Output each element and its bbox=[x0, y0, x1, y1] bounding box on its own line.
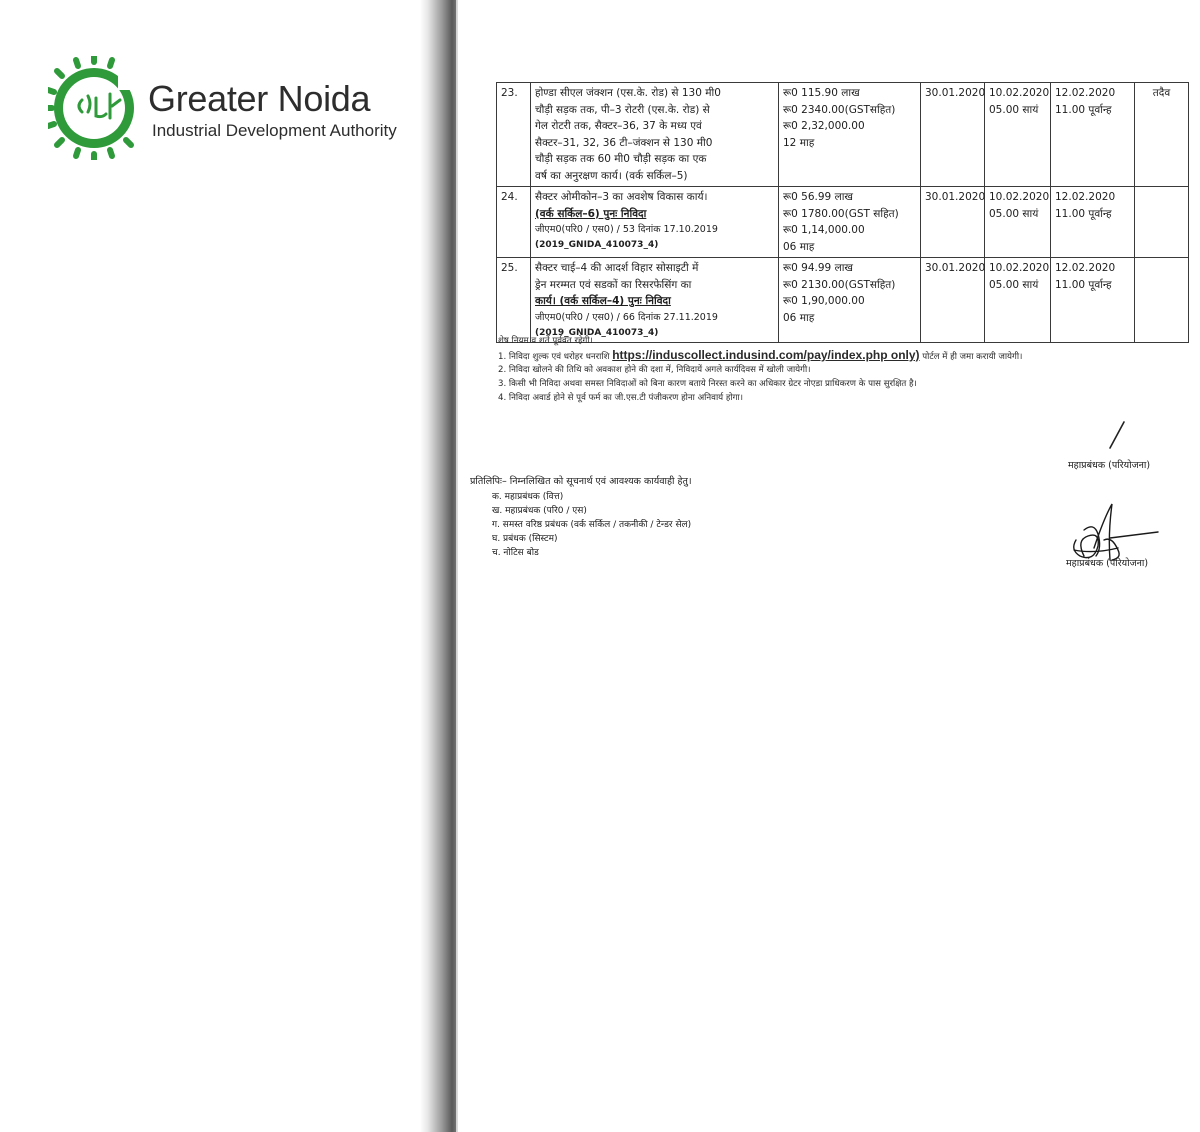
submission-deadline bbox=[985, 83, 1051, 187]
note-3: 3. किसी भी निविदा अथवा समस्त निविदाओं को बिना कारण बताये निरस्त करने का अधिकार ग्रेटर नोएडा प्राधिकरण के पास सुरक्षित है। bbox=[498, 379, 917, 389]
cost-details bbox=[779, 187, 921, 258]
note-1 bbox=[498, 348, 1022, 362]
reference-number: जीएम0(परि0 / एस0) / 53 दिनांक 17.10.2019 bbox=[535, 224, 718, 235]
note-2: 2. निविदा खोलने की तिथि को अवकाश होने की दशा में, निविदायें अगले कार्यदिवस में खोली जायेगी। bbox=[498, 365, 811, 375]
earnest-money: रू0 1,90,000.00 bbox=[783, 295, 865, 307]
logo-subtitle: Industrial Development Authority bbox=[152, 121, 397, 140]
note-1-prefix: 1. निविदा शुल्क एवं धरोहर धनराशि bbox=[498, 352, 610, 362]
submission-time: 05.00 सायं bbox=[989, 103, 1039, 116]
work-line: गेल रोटरी तक, सैक्टर–36, 37 के मध्य एवं bbox=[535, 120, 702, 132]
copy-recipient: च. नोटिस बोड bbox=[492, 548, 539, 558]
start-date: 30.01.2020 bbox=[921, 258, 985, 343]
submission-date: 10.02.2020 bbox=[989, 262, 1050, 274]
serial-number: 25. bbox=[497, 258, 531, 343]
copy-recipient: क. महाप्रबंधक (वित्त) bbox=[492, 492, 564, 502]
work-line: कार्य। (वर्क सर्किल–4) पुनः निविदा bbox=[535, 295, 671, 307]
estimated-cost: रू0 115.90 लाख bbox=[783, 87, 860, 99]
work-line: सैक्टर ओमीकोन–3 का अवशेष विकास कार्य। bbox=[535, 191, 708, 203]
opening-time: 11.00 पूर्वान्ह bbox=[1055, 103, 1112, 116]
submission-time: 05.00 सायं bbox=[989, 207, 1039, 220]
copy-recipient: घ. प्रबंधक (सिस्टम) bbox=[492, 534, 558, 544]
table-row bbox=[497, 83, 1189, 187]
gear-emblem-icon bbox=[48, 56, 144, 160]
work-line: चौड़ी सड़क तक 60 मी0 चौड़ी सड़क का एक bbox=[535, 153, 707, 165]
notice-document-page bbox=[458, 0, 1200, 1132]
tender-id: (2019_GNIDA_410073_4) bbox=[535, 240, 659, 250]
submission-time: 05.00 सायं bbox=[989, 278, 1039, 291]
opening-date: 12.02.2020 bbox=[1055, 191, 1116, 203]
gnida-logo bbox=[48, 56, 408, 160]
submission-deadline bbox=[985, 258, 1051, 343]
submission-date: 10.02.2020 bbox=[989, 87, 1050, 99]
tender-id: (2019_GNIDA_410073_4) bbox=[535, 327, 659, 338]
signature-mark bbox=[1102, 420, 1132, 450]
page-shadow-divider bbox=[420, 0, 460, 1132]
opening-schedule bbox=[1051, 258, 1135, 343]
tender-table bbox=[496, 82, 1189, 343]
logo-panel bbox=[0, 0, 432, 1132]
cost-details bbox=[779, 258, 921, 343]
work-line: ड्रेन मरम्मत एवं सडकों का रिसरफेसिंग का bbox=[535, 278, 692, 291]
reference-number: जीएम0(परि0 / एस0) / 66 दिनांक 27.11.2019 bbox=[535, 311, 718, 323]
start-date: 30.01.2020 bbox=[921, 187, 985, 258]
cost-details bbox=[779, 83, 921, 187]
work-line: सैक्टर चाई–4 की आदर्श विहार सोसाइटी में bbox=[535, 262, 699, 274]
estimated-cost: रू0 56.99 लाख bbox=[783, 191, 854, 203]
remark bbox=[1135, 187, 1189, 258]
serial-number: 23. bbox=[497, 83, 531, 187]
earnest-money: रू0 1,14,000.00 bbox=[783, 224, 865, 236]
opening-schedule bbox=[1051, 83, 1135, 187]
submission-date: 10.02.2020 bbox=[989, 191, 1050, 203]
work-description bbox=[531, 187, 779, 258]
estimated-cost: रू0 94.99 लाख bbox=[783, 262, 854, 274]
table-row bbox=[497, 258, 1189, 343]
logo-title: Greater Noida bbox=[148, 78, 371, 119]
work-description bbox=[531, 258, 779, 343]
table-row bbox=[497, 187, 1189, 258]
completion-period: 06 माह bbox=[783, 311, 815, 324]
tender-fee: रू0 2130.00(GSTसहित) bbox=[783, 278, 896, 291]
tender-fee: रू0 1780.00(GST सहित) bbox=[783, 207, 899, 220]
note-4: 4. निविदा अवार्ड होने से पूर्व फर्म का जी.एस.टी पंजीकरण होना अनिवार्य होगा। bbox=[498, 393, 743, 403]
work-line: (वर्क सर्किल–6) पुनः निविदा bbox=[535, 207, 647, 220]
earnest-money: रू0 2,32,000.00 bbox=[783, 120, 865, 132]
completion-period: 12 माह bbox=[783, 136, 815, 149]
opening-date: 12.02.2020 bbox=[1055, 262, 1116, 274]
remark bbox=[1135, 258, 1189, 343]
work-description bbox=[531, 83, 779, 187]
work-line: चौड़ी सड़क तक, पी–3 रोटरी (एस.के. रोड) से bbox=[535, 103, 710, 116]
work-line: वर्ष का अनुरक्षण कार्य। (वर्क सर्किल–5) bbox=[535, 169, 688, 182]
serial-number: 24. bbox=[497, 187, 531, 258]
signatory-designation: महाप्रबंधक (परियोजना) bbox=[1068, 460, 1151, 471]
remark: तदैव bbox=[1135, 83, 1189, 187]
copy-recipient: ख. महाप्रबंधक (परि0 / एस) bbox=[492, 506, 587, 516]
submission-deadline bbox=[985, 187, 1051, 258]
tender-fee: रू0 2340.00(GSTसहित) bbox=[783, 103, 896, 116]
payment-portal-link[interactable]: https://induscollect.indusind.com/pay/index.php only) bbox=[612, 348, 920, 362]
opening-time: 11.00 पूर्वान्ह bbox=[1055, 207, 1112, 220]
copy-to-heading: प्रतिलिपिः– निम्नलिखित को सूचनार्थ एवं आवश्यक कार्यवाही हेतु। bbox=[470, 476, 692, 487]
opening-time: 11.00 पूर्वान्ह bbox=[1055, 278, 1112, 291]
note-1-suffix: पोर्टल में ही जमा करायी जायेगी। bbox=[922, 352, 1023, 362]
work-line: सैक्टर–31, 32, 36 टी–जंक्शन से 130 मी0 bbox=[535, 136, 713, 149]
start-date: 30.01.2020 bbox=[921, 83, 985, 187]
opening-schedule bbox=[1051, 187, 1135, 258]
notes-intro: शेष नियम व शर्ते पूर्ववत रहेगी। bbox=[498, 336, 593, 346]
opening-date: 12.02.2020 bbox=[1055, 87, 1116, 99]
signatory-designation: महाप्रबंधक (परियोजना) bbox=[1066, 558, 1149, 569]
completion-period: 06 माह bbox=[783, 240, 815, 253]
work-line: होण्डा सीएल जंक्शन (एस.के. रोड) से 130 मी0 bbox=[535, 87, 721, 99]
copy-recipient: ग. समस्त वरिष्ठ प्रबंधक (वर्क सर्किल / तकनीकी / टेन्डर सेल) bbox=[492, 520, 692, 530]
